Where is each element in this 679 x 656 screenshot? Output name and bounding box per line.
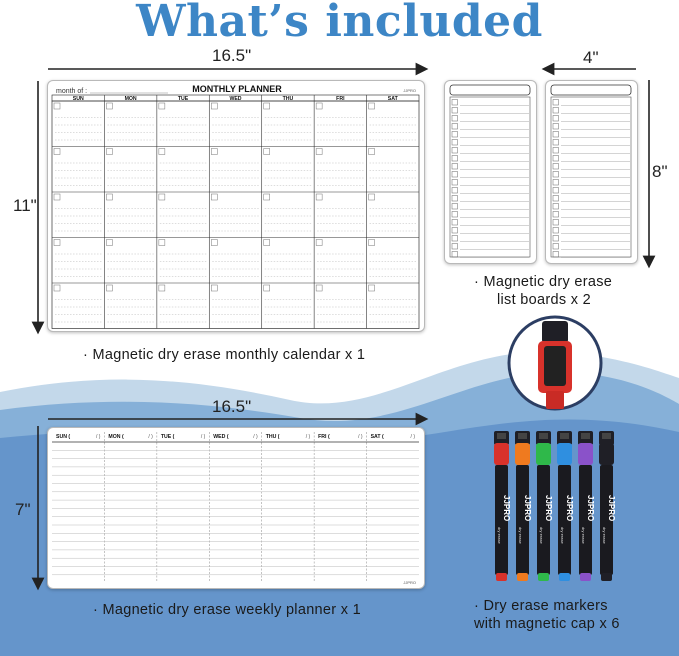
date-box <box>369 285 375 291</box>
marker-subtext: dry erase <box>560 527 565 544</box>
calendar-day-header: WED <box>229 96 242 102</box>
marker-brand: JJPRO <box>607 495 616 522</box>
dry-erase-marker <box>536 431 553 581</box>
marker-subtext: dry erase <box>497 527 502 544</box>
marker-brand: JJPRO <box>544 495 553 522</box>
date-box <box>316 285 322 291</box>
date-box <box>106 285 112 291</box>
weekly-width-label: 16.5" <box>212 397 252 416</box>
weekly-day-header: SAT ( <box>370 434 384 440</box>
calendar-brand-tag: JJPRO <box>403 88 416 93</box>
checkbox <box>452 252 458 258</box>
checkbox <box>452 132 458 138</box>
checkbox <box>553 156 559 162</box>
checkbox <box>452 156 458 162</box>
checkbox <box>452 148 458 154</box>
date-box <box>159 149 165 155</box>
weekly-date-slot: / ) <box>305 434 311 440</box>
weekly-date-slot: / ) <box>358 434 363 440</box>
checkbox <box>553 148 559 154</box>
marker-subtext: dry erase <box>602 527 607 544</box>
checkbox <box>553 236 559 242</box>
checkbox <box>553 212 559 218</box>
date-box <box>264 194 270 200</box>
weekly-day-header: TUE ( <box>160 434 175 440</box>
marker-subtext: dry erase <box>539 527 544 544</box>
weekly-day-header: MON ( <box>108 434 124 440</box>
dry-erase-marker <box>599 431 616 581</box>
checkbox <box>553 124 559 130</box>
weekly-date-slot: / ) <box>253 434 258 440</box>
date-box <box>54 240 60 246</box>
checkbox <box>553 196 559 202</box>
list-board-1 <box>444 80 537 264</box>
checkbox <box>553 188 559 194</box>
date-box <box>211 240 217 246</box>
checkbox <box>452 140 458 146</box>
date-box <box>159 240 165 246</box>
date-box <box>211 103 217 109</box>
calendar-day-header: FRI <box>336 96 345 102</box>
checkbox <box>452 116 458 122</box>
list-width-label: 4" <box>583 48 599 67</box>
date-box <box>159 103 165 109</box>
checkbox <box>553 116 559 122</box>
checkbox <box>452 204 458 210</box>
checkbox <box>452 180 458 186</box>
list-board-lines <box>546 81 636 262</box>
weekly-height-label: 7" <box>15 500 31 519</box>
weekly-planner-grid <box>48 428 423 587</box>
date-box <box>54 285 60 291</box>
checkbox <box>452 228 458 234</box>
date-box <box>316 240 322 246</box>
calendar-day-header: SAT <box>387 96 398 102</box>
weekly-date-slot: / ) <box>200 434 206 440</box>
monthly-planner-heading: MONTHLY PLANNER <box>192 84 282 94</box>
date-box <box>264 285 270 291</box>
list-title-box <box>551 85 631 95</box>
monthly-calendar-board <box>47 80 425 332</box>
marker-brand: JJPRO <box>523 495 532 522</box>
date-box <box>211 285 217 291</box>
monthly-calendar-grid <box>48 81 423 330</box>
dry-erase-marker <box>578 431 595 581</box>
checkbox <box>553 252 559 258</box>
marker-cap-closeup <box>505 313 605 413</box>
weekly-date-slot: / ) <box>148 434 153 440</box>
date-box <box>211 149 217 155</box>
date-box <box>369 149 375 155</box>
checkbox <box>452 188 458 194</box>
markers-group <box>488 425 628 595</box>
calendar-height-label: 11" <box>13 196 37 215</box>
date-box <box>211 194 217 200</box>
date-box <box>159 285 165 291</box>
weekly-caption: · Magnetic dry erase weekly planner x 1 <box>93 602 361 618</box>
dry-erase-marker <box>515 431 532 581</box>
page-title: What’s included <box>136 0 543 47</box>
checkbox <box>452 212 458 218</box>
date-box <box>264 240 270 246</box>
date-box <box>106 103 112 109</box>
dry-erase-marker <box>557 431 574 581</box>
list-board-lines <box>445 81 535 262</box>
checkbox <box>452 220 458 226</box>
date-box <box>369 103 375 109</box>
checkbox <box>452 164 458 170</box>
marker-brand: JJPRO <box>502 495 511 522</box>
checkbox <box>452 100 458 106</box>
marker-brand: JJPRO <box>565 495 574 522</box>
date-box <box>316 103 322 109</box>
calendar-day-header: TUE <box>177 96 189 102</box>
dry-erase-marker <box>494 431 511 581</box>
checkbox <box>553 100 559 106</box>
markers-caption-line-1: · Dry erase markers <box>474 598 608 614</box>
checkbox <box>553 132 559 138</box>
checkbox <box>553 228 559 234</box>
date-box <box>159 194 165 200</box>
weekly-date-slot: / ) <box>95 434 101 440</box>
date-box <box>316 194 322 200</box>
weekly-date-slot: / ) <box>410 434 415 440</box>
weekly-day-header: SUN ( <box>56 434 71 440</box>
checkbox <box>553 180 559 186</box>
date-box <box>106 194 112 200</box>
weekly-planner-board <box>47 427 425 589</box>
checkbox <box>553 140 559 146</box>
calendar-day-header: MON <box>124 96 137 102</box>
date-box <box>106 240 112 246</box>
markers-caption-line-2: with magnetic cap x 6 <box>474 616 620 632</box>
checkbox <box>553 244 559 250</box>
marker-subtext: dry erase <box>518 527 523 544</box>
calendar-caption: · Magnetic dry erase monthly calendar x 1 <box>83 347 366 363</box>
checkbox <box>452 236 458 242</box>
date-box <box>54 194 60 200</box>
month-label: month of : <box>56 88 88 95</box>
date-box <box>369 240 375 246</box>
lists-caption-line-2: list boards x 2 <box>497 292 591 308</box>
checkbox <box>452 196 458 202</box>
weekly-brand-tag: JJPRO <box>403 580 416 585</box>
date-box <box>264 149 270 155</box>
checkbox <box>452 244 458 250</box>
date-box <box>54 149 60 155</box>
date-box <box>54 103 60 109</box>
marker-brand: JJPRO <box>586 495 595 522</box>
lists-caption-line-1: · Magnetic dry erase <box>474 274 613 290</box>
checkbox <box>452 124 458 130</box>
checkbox <box>553 108 559 114</box>
weekly-day-header: FRI ( <box>318 434 330 440</box>
checkbox <box>553 172 559 178</box>
checkbox <box>553 204 559 210</box>
calendar-day-header: SUN <box>72 96 84 102</box>
checkbox <box>452 108 458 114</box>
marker-subtext: dry erase <box>581 527 586 544</box>
list-board-2 <box>545 80 638 264</box>
date-box <box>106 149 112 155</box>
calendar-width-label: 16.5" <box>212 46 252 65</box>
date-box <box>264 103 270 109</box>
list-title-box <box>450 85 530 95</box>
weekly-day-header: THU ( <box>265 434 280 440</box>
date-box <box>369 194 375 200</box>
checkbox <box>553 164 559 170</box>
checkbox <box>452 172 458 178</box>
date-box <box>316 149 322 155</box>
checkbox <box>553 220 559 226</box>
weekly-day-header: WED ( <box>213 434 229 440</box>
calendar-day-header: THU <box>282 96 294 102</box>
list-height-label: 8" <box>652 162 668 181</box>
